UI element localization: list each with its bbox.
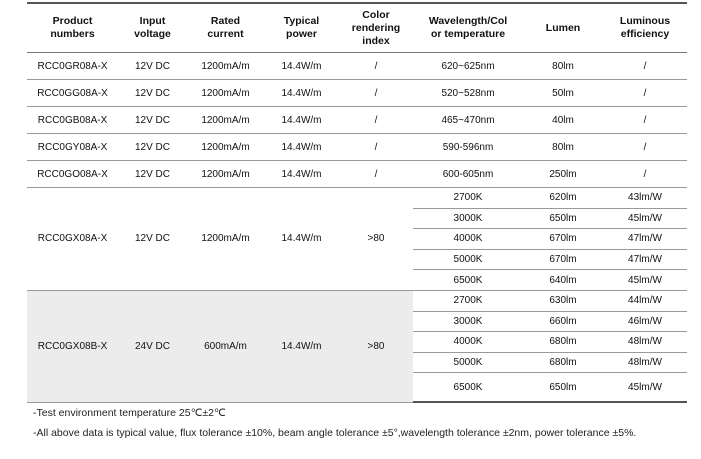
cell-cct: 6500K xyxy=(413,373,523,403)
cell-cct: 5000K xyxy=(413,249,523,270)
table-row xyxy=(27,290,687,311)
cell-efficiency: 45lm/W xyxy=(603,270,687,291)
cell-voltage: 12V DC xyxy=(118,80,187,107)
cell-voltage: 12V DC xyxy=(118,107,187,134)
cell-current: 600mA/m xyxy=(187,290,264,402)
header-wavelength: Wavelength/Col or temperature xyxy=(413,3,523,53)
cell-voltage: 12V DC xyxy=(118,188,187,291)
cell-cct: 4000K xyxy=(413,332,523,353)
cell-cri: >80 xyxy=(339,188,413,291)
cell-current: 1200mA/m xyxy=(187,80,264,107)
cell-cct: 5000K xyxy=(413,352,523,373)
cell-efficiency: 45lm/W xyxy=(603,208,687,229)
cell-power: 14.4W/m xyxy=(264,161,339,188)
cell-current: 1200mA/m xyxy=(187,134,264,161)
cell-cct: 3000K xyxy=(413,311,523,332)
cell-voltage: 12V DC xyxy=(118,53,187,80)
table-row xyxy=(27,134,687,161)
cell-power: 14.4W/m xyxy=(264,53,339,80)
cell-voltage: 24V DC xyxy=(118,290,187,402)
cell-cct: 2700K xyxy=(413,290,523,311)
cell-efficiency: 45lm/W xyxy=(603,373,687,403)
cell-product: RCC0GG08A-X xyxy=(27,80,118,107)
cell-power: 14.4W/m xyxy=(264,290,339,402)
cell-efficiency: 48lm/W xyxy=(603,352,687,373)
table-row xyxy=(27,107,687,134)
cell-product: RCC0GX08A-X xyxy=(27,188,118,291)
cell-current: 1200mA/m xyxy=(187,161,264,188)
cell-current: 1200mA/m xyxy=(187,53,264,80)
cell-cri: / xyxy=(339,161,413,188)
cell-efficiency: 46lm/W xyxy=(603,311,687,332)
cell-voltage: 12V DC xyxy=(118,161,187,188)
cell-wavelength: 520~528nm xyxy=(413,80,523,107)
cell-product: RCC0GO08A-X xyxy=(27,161,118,188)
cell-lumen: 670lm xyxy=(523,249,603,270)
note-test-environment: -Test environment temperature 25℃±2℃ xyxy=(33,407,226,419)
cell-efficiency: / xyxy=(603,80,687,107)
cell-product: RCC0GB08A-X xyxy=(27,107,118,134)
cell-cct: 6500K xyxy=(413,270,523,291)
cell-lumen: 650lm xyxy=(523,373,603,403)
cell-current: 1200mA/m xyxy=(187,107,264,134)
cell-product: RCC0GX08B-X xyxy=(27,290,118,402)
cell-current: 1200mA/m xyxy=(187,188,264,291)
cell-cri: / xyxy=(339,80,413,107)
cell-lumen: 680lm xyxy=(523,332,603,353)
cell-product: RCC0GY08A-X xyxy=(27,134,118,161)
cell-efficiency: 47lm/W xyxy=(603,249,687,270)
cell-lumen: 50lm xyxy=(523,80,603,107)
cell-lumen: 80lm xyxy=(523,134,603,161)
header-efficiency: Luminous efficiency xyxy=(603,3,687,53)
cell-cct: 3000K xyxy=(413,208,523,229)
cell-lumen: 630lm xyxy=(523,290,603,311)
cell-lumen: 620lm xyxy=(523,188,603,209)
cell-cct: 4000K xyxy=(413,229,523,250)
cell-power: 14.4W/m xyxy=(264,134,339,161)
cell-cri: / xyxy=(339,134,413,161)
cell-lumen: 660lm xyxy=(523,311,603,332)
header-row xyxy=(27,3,687,53)
cell-efficiency: 47lm/W xyxy=(603,229,687,250)
cell-power: 14.4W/m xyxy=(264,80,339,107)
header-cri: Color rendering index xyxy=(339,3,413,53)
cell-efficiency: 43lm/W xyxy=(603,188,687,209)
cell-lumen: 680lm xyxy=(523,352,603,373)
header-power: Typical power xyxy=(264,3,339,53)
cell-efficiency: 44lm/W xyxy=(603,290,687,311)
spec-table xyxy=(27,2,687,403)
cell-efficiency: / xyxy=(603,107,687,134)
cell-wavelength: 620~625nm xyxy=(413,53,523,80)
cell-lumen: 40lm xyxy=(523,107,603,134)
cell-lumen: 670lm xyxy=(523,229,603,250)
header-voltage: Input voltage xyxy=(118,3,187,53)
header-lumen: Lumen xyxy=(523,3,603,53)
cell-efficiency: / xyxy=(603,53,687,80)
cell-product: RCC0GR08A-X xyxy=(27,53,118,80)
cell-cct: 2700K xyxy=(413,188,523,209)
cell-wavelength: 590-596nm xyxy=(413,134,523,161)
table-row xyxy=(27,188,687,209)
header-product: Product numbers xyxy=(27,3,118,53)
note-tolerances: -All above data is typical value, flux tolerance ±10%, beam angle tolerance ±5°,wavelength tolerance ±2nm, power tolerance ±5%. xyxy=(33,427,637,439)
cell-efficiency: / xyxy=(603,161,687,188)
cell-voltage: 12V DC xyxy=(118,134,187,161)
cell-efficiency: / xyxy=(603,134,687,161)
cell-wavelength: 465~470nm xyxy=(413,107,523,134)
cell-cri: / xyxy=(339,107,413,134)
header-current: Rated current xyxy=(187,3,264,53)
cell-wavelength: 600-605nm xyxy=(413,161,523,188)
cell-cri: / xyxy=(339,53,413,80)
cell-lumen: 650lm xyxy=(523,208,603,229)
cell-lumen: 80lm xyxy=(523,53,603,80)
cell-lumen: 640lm xyxy=(523,270,603,291)
table-row xyxy=(27,53,687,80)
cell-efficiency: 48lm/W xyxy=(603,332,687,353)
table-row xyxy=(27,161,687,188)
cell-lumen: 250lm xyxy=(523,161,603,188)
table-row xyxy=(27,80,687,107)
cell-cri: >80 xyxy=(339,290,413,402)
cell-power: 14.4W/m xyxy=(264,107,339,134)
cell-power: 14.4W/m xyxy=(264,188,339,291)
